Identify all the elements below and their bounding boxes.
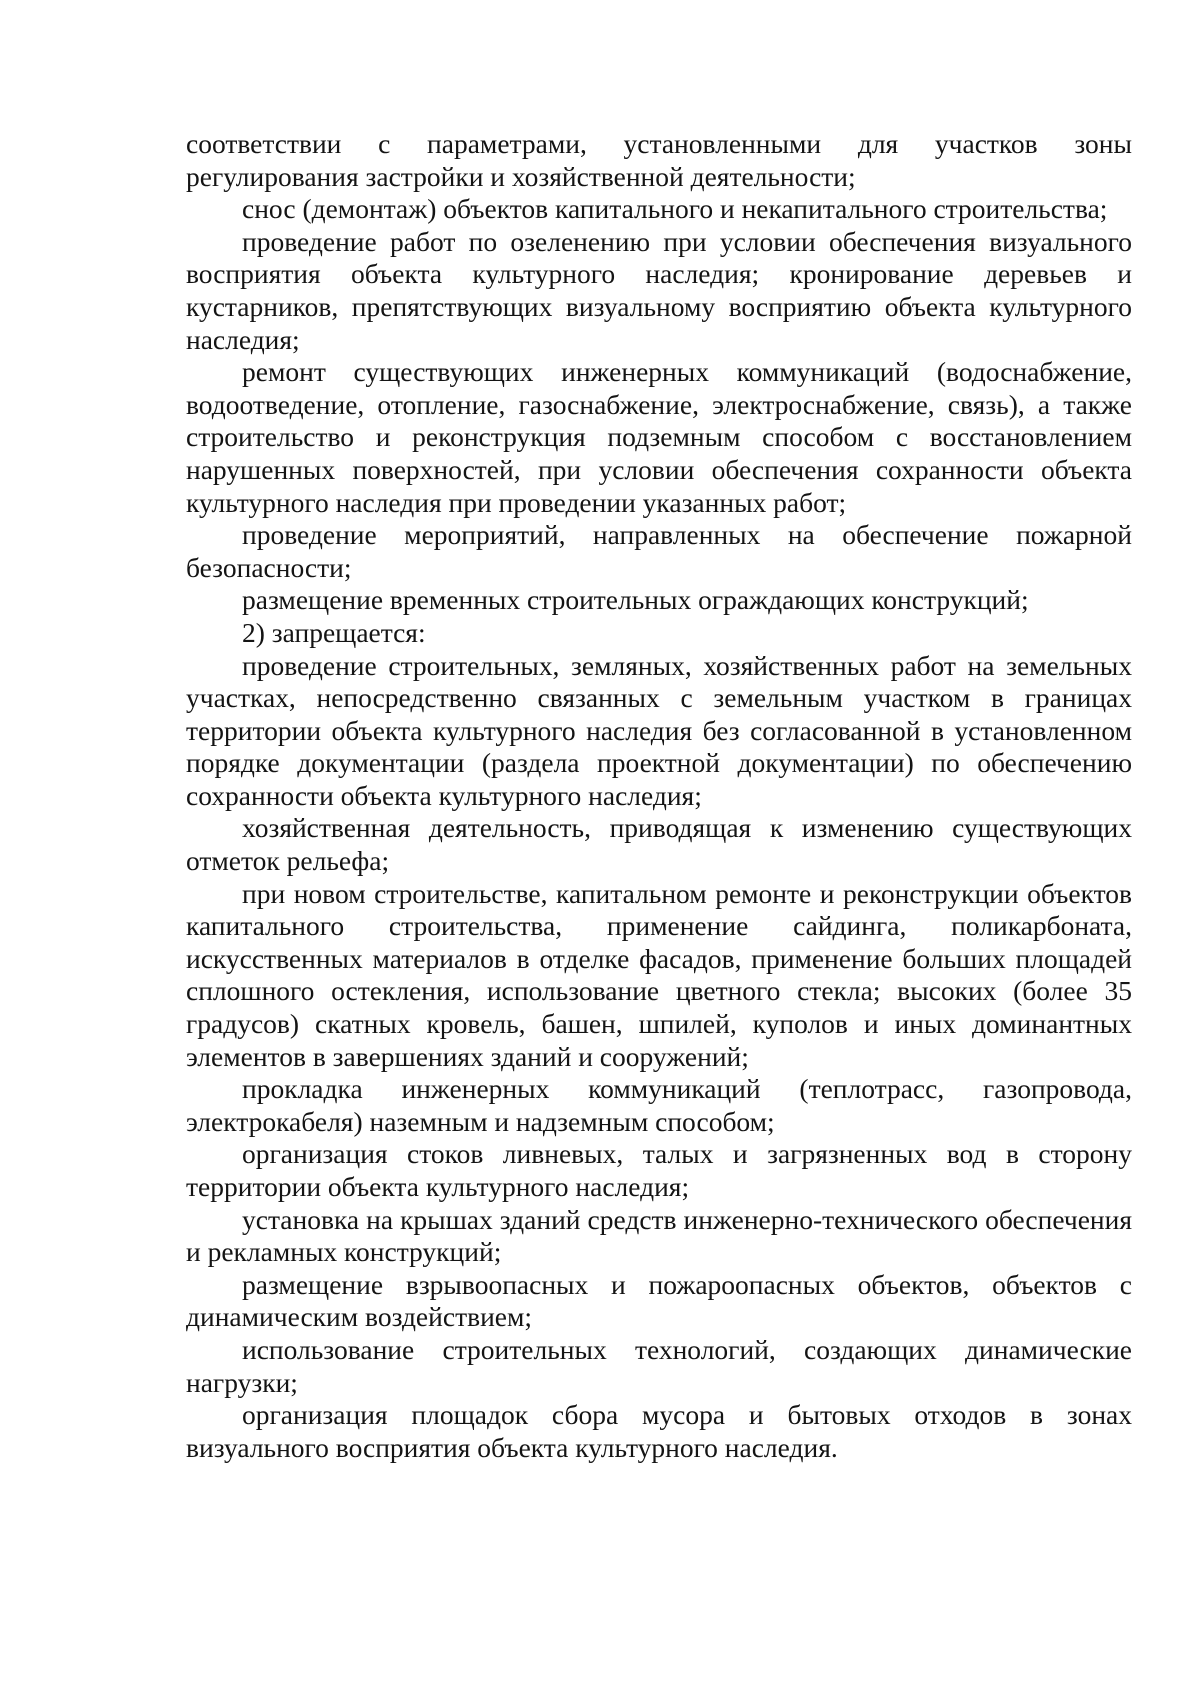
paragraph-relief-change: хозяйственная деятельность, приводящая к изменению существующих отметок рельефа;	[186, 812, 1132, 877]
paragraph-prohibited-heading: 2) запрещается:	[242, 616, 426, 648]
paragraph-fire-safety: проведение мероприятий, направленных на обеспечение пожарной безопасности;	[186, 519, 1132, 583]
paragraph-dynamic-loads: использование строительных технологий, создающих динамические нагрузки;	[186, 1333, 1132, 1398]
paragraph-landscaping: проведение работ по озеленению при условии обеспечения визуального восприятия объекта культурного наследия; кронирование деревьев и кустарников, препятствующих визуальному восприятию объекта культурного наследия;	[186, 225, 1132, 355]
paragraph-roof-equipment: установка на крышах зданий средств инженерно-технического обеспечения и рекламных конструкций;	[186, 1203, 1132, 1268]
document-body	[186, 128, 1132, 1464]
paragraph-overhead-utilities: прокладка инженерных коммуникаций (теплотрасс, газопровода, электрокабеля) наземным и надземным способом;	[186, 1073, 1132, 1137]
paragraph-waste-sites: организация площадок сбора мусора и бытовых отходов в зонах визуального восприятия объекта культурного наследия.	[186, 1399, 1132, 1463]
paragraph-continuation: соответствии с параметрами, установленными для участков зоны регулирования застройки и хозяйственной деятельности;	[186, 128, 1132, 192]
paragraph-hazardous-objects: размещение взрывоопасных и пожароопасных объектов, объектов с динамическим воздействием;	[186, 1268, 1132, 1333]
paragraph-demolition: снос (демонтаж) объектов капитального и некапитального строительства;	[242, 193, 1108, 225]
paragraph-temporary-fencing: размещение временных строительных ограждающих конструкций;	[242, 584, 1029, 616]
paragraph-drainage: организация стоков ливневых, талых и загрязненных вод в сторону территории объекта культурного наследия;	[186, 1138, 1132, 1202]
paragraph-utilities-repair: ремонт существующих инженерных коммуникаций (водоснабжение, водоотведение, отопление, газоснабжение, электроснабжение, связь), а также строительство и реконструкция подземным способом с восстановлением нарушенных поверхностей, при условии обеспечения сохранности объекта культурного наследия при проведении указанных работ;	[186, 356, 1132, 518]
paragraph-earthworks: проведение строительных, земляных, хозяйственных работ на земельных участках, непосредственно связанных с земельным участком в границах территории объекта культурного наследия без согласованной в установленном порядке документации (раздела проектной документации) по обеспечению сохранности объекта культурного наследия;	[186, 649, 1132, 811]
paragraph-facade-materials: при новом строительстве, капитальном ремонте и реконструкции объектов капитального строительства, применение сайдинга, поликарбоната, искусственных материалов в отделке фасадов, применение больших площадей сплошного остекления, использование цветного стекла; высоких (более 35 градусов) скатных кровель, башен, шпилей, куполов и иных доминантных элементов в завершениях зданий и сооружений;	[186, 877, 1132, 1072]
